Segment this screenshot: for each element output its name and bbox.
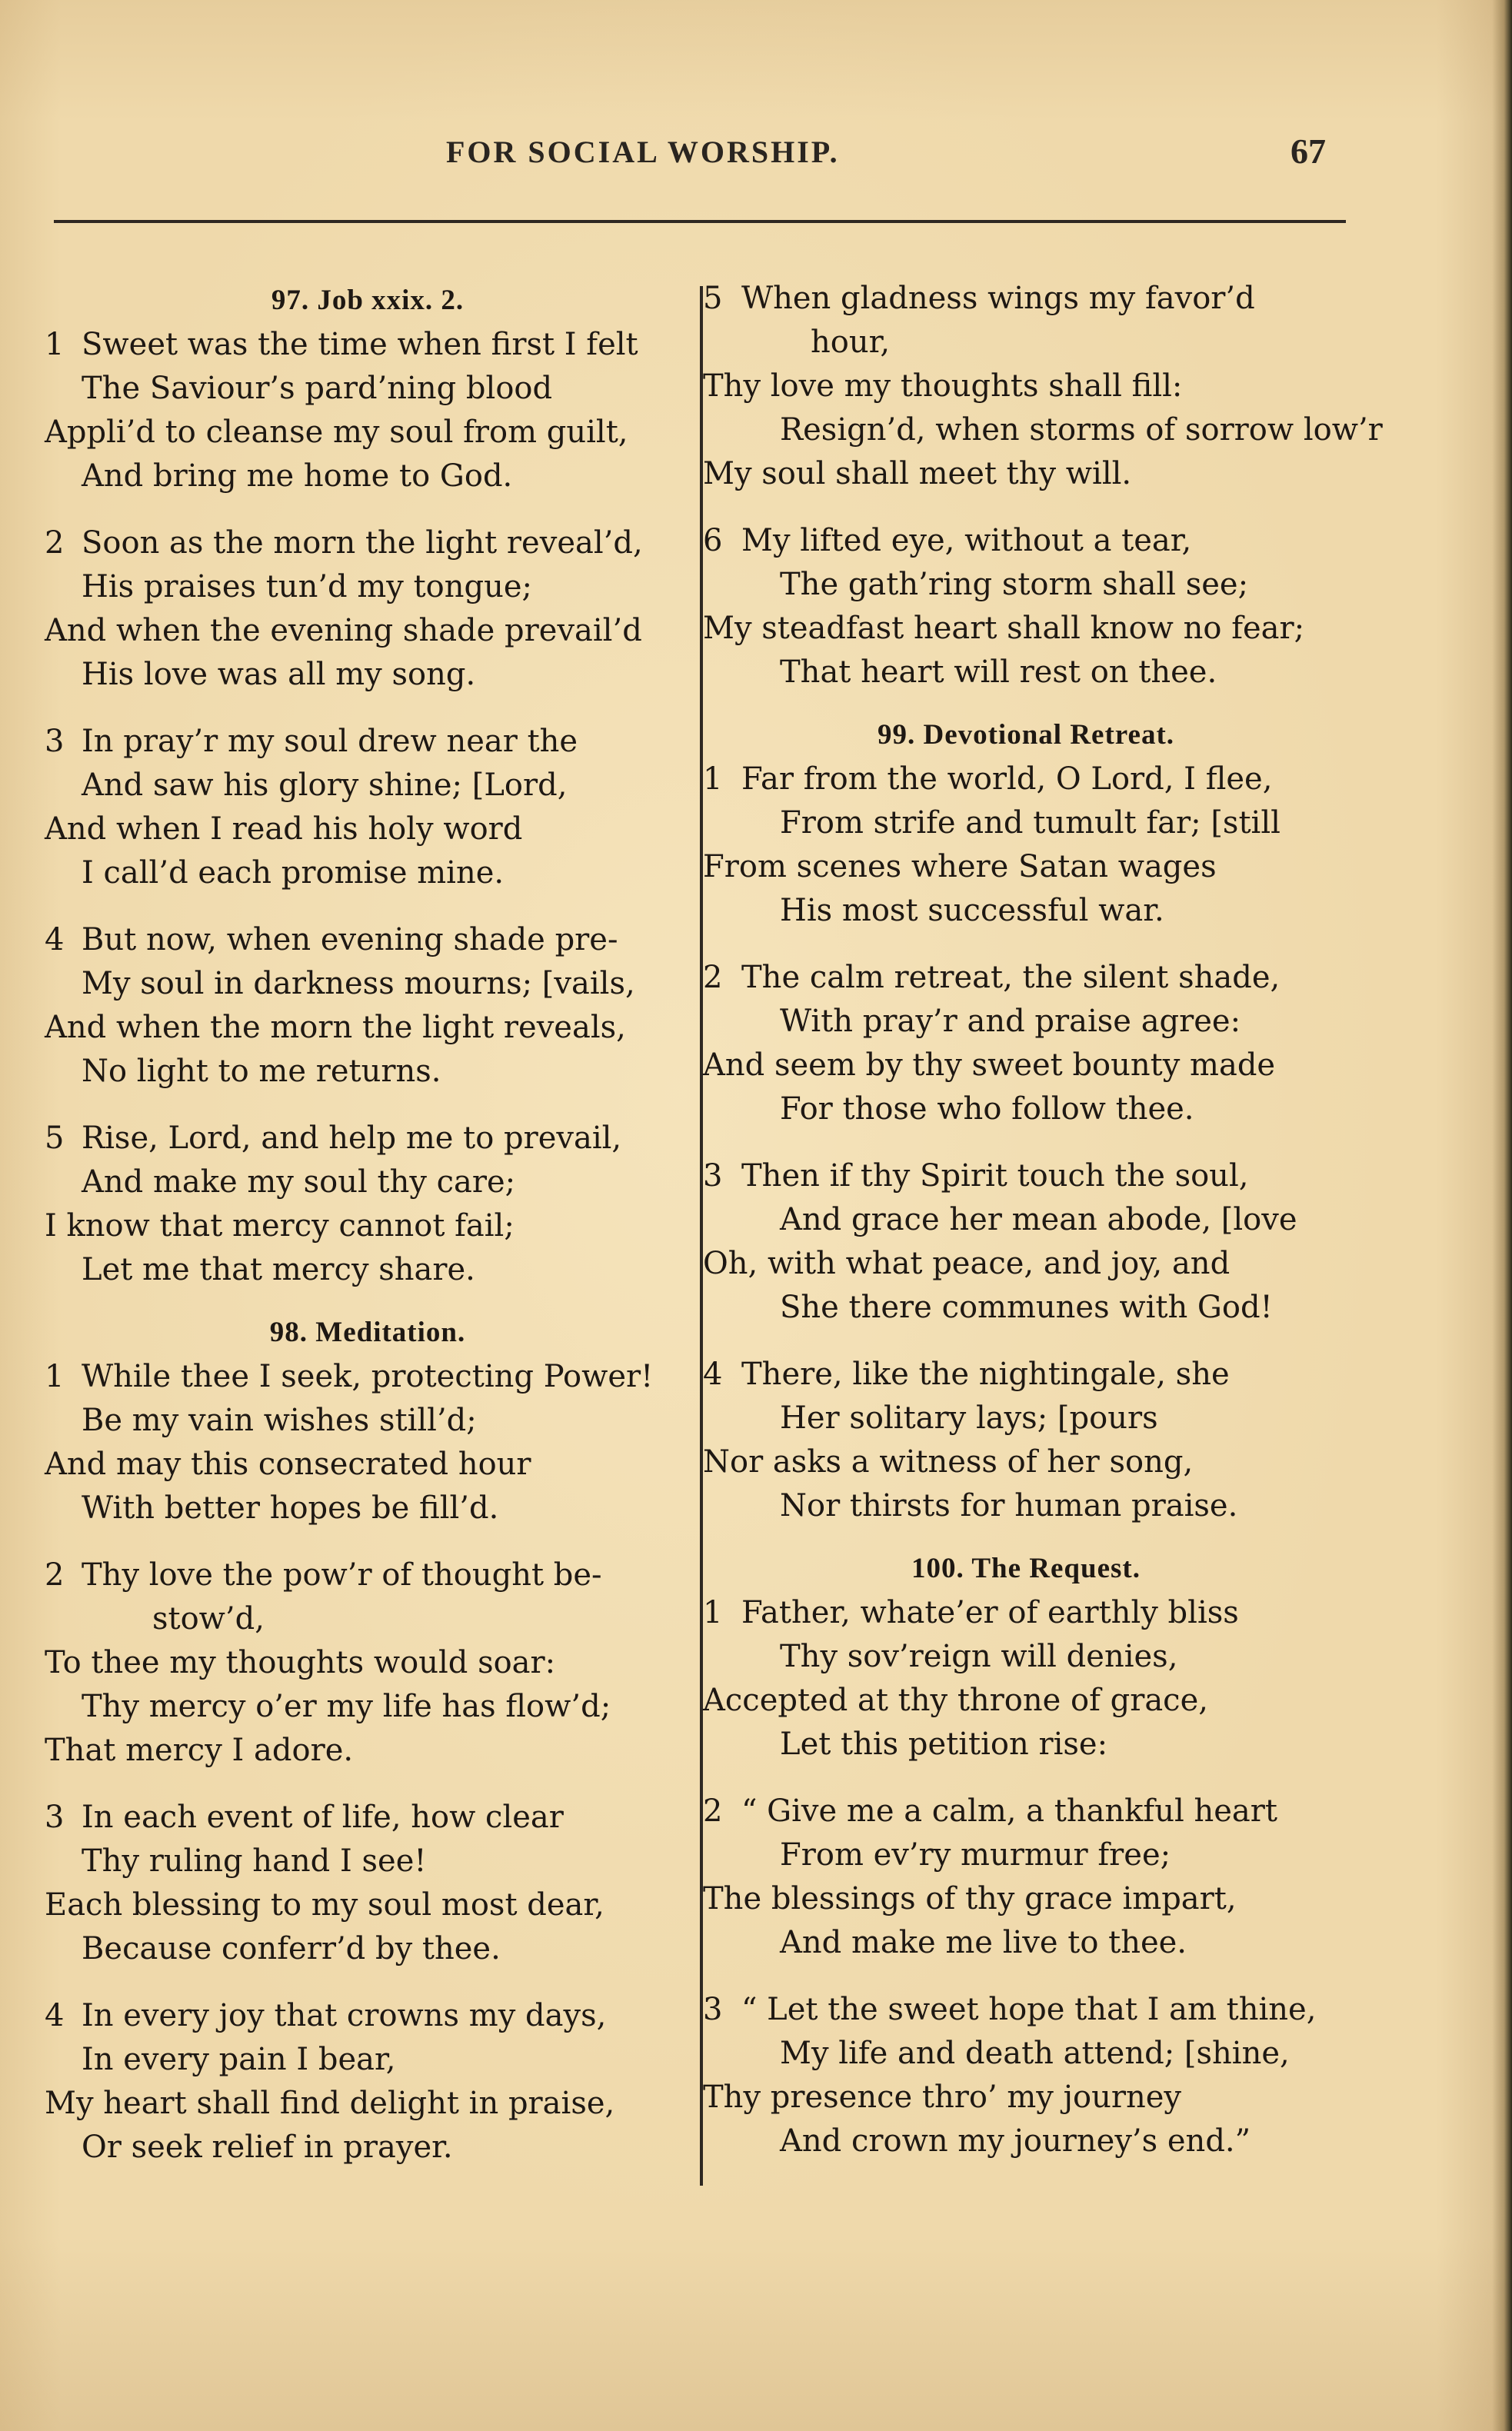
verse-text: And bring me home to God. <box>82 458 513 494</box>
verse-line <box>703 1988 1349 2032</box>
verse-line <box>703 519 1349 563</box>
stanza <box>703 1988 1349 2163</box>
verse-line <box>703 1242 1349 1286</box>
stanza-number: 2 <box>703 1793 723 1829</box>
verse-text: And make me live to thee. <box>780 1925 1187 1960</box>
stanza <box>45 1355 691 1530</box>
verse-text: And saw his glory shine; [Lord, <box>82 768 568 803</box>
verse-line <box>703 1397 1349 1440</box>
stanza-number: 1 <box>45 327 65 362</box>
verse-text: When gladness wings my favor’d <box>741 281 1255 316</box>
stanza-number: 4 <box>45 1998 65 2033</box>
running-head <box>0 126 1512 172</box>
hymn-title: 100. The Request. <box>911 1553 1141 1584</box>
verse-line <box>703 563 1349 607</box>
verse-text: I know that mercy cannot fail; <box>45 1208 515 1244</box>
verse-text: While thee I seek, protecting Power! <box>82 1359 654 1394</box>
verse-line <box>703 1679 1349 1723</box>
verse-text: For those who follow thee. <box>780 1091 1194 1127</box>
verse-text: Let this petition rise: <box>780 1727 1108 1762</box>
verse-line <box>45 1994 691 2038</box>
verse-line <box>703 1044 1349 1087</box>
verse-text: His praises tun’d my tongue; <box>82 569 533 604</box>
verse-text: That mercy I adore. <box>45 1733 354 1768</box>
verse-line <box>703 277 1349 321</box>
verse-line <box>703 2120 1349 2163</box>
page-number: 67 <box>1291 132 1326 171</box>
verse-text: Sweet was the time when first I felt <box>82 327 638 362</box>
verse-line <box>45 1729 691 1773</box>
verse-line <box>703 1353 1349 1397</box>
verse-text: Each blessing to my soul most dear, <box>45 1887 604 1923</box>
verse-line <box>703 1790 1349 1833</box>
stanza <box>45 1796 691 1971</box>
verse-line <box>45 1927 691 1971</box>
stanza-number: 5 <box>45 1121 65 1156</box>
verse-line <box>45 1641 691 1685</box>
verse-line <box>703 1833 1349 1877</box>
verse-text: Oh, with what peace, and joy, and <box>703 1246 1231 1281</box>
verse-line <box>45 1117 691 1161</box>
verse-text: The calm retreat, the silent shade, <box>741 960 1281 995</box>
verse-line <box>703 2032 1349 2076</box>
verse-text: Accepted at thy throne of grace, <box>703 1683 1208 1718</box>
verse-line <box>45 1685 691 1729</box>
stanza <box>703 956 1349 1131</box>
verse-line <box>703 1921 1349 1965</box>
verse-line <box>703 801 1349 845</box>
verse-line <box>703 758 1349 801</box>
verse-line <box>45 962 691 1006</box>
stanza <box>703 1790 1349 1965</box>
verse-line <box>45 565 691 609</box>
verse-text: Nor thirsts for human praise. <box>780 1488 1238 1524</box>
verse-line <box>703 1286 1349 1330</box>
verse-line <box>703 408 1383 452</box>
verse-text: There, like the nightingale, she <box>741 1357 1230 1392</box>
verse-text: And make my soul thy care; <box>82 1164 516 1200</box>
stanza-number: 3 <box>45 724 65 759</box>
verse-text: Father, whate’er of earthly bliss <box>741 1595 1239 1630</box>
verse-text: In pray’r my soul drew near the <box>82 724 578 759</box>
verse-text: And when I read his holy word <box>45 811 523 847</box>
stanza-number: 4 <box>45 922 65 957</box>
verse-line <box>45 1840 691 1883</box>
verse-text: From scenes where Satan wages <box>703 849 1217 884</box>
verse-text: In each event of life, how clear <box>82 1800 564 1835</box>
verse-line <box>45 609 691 653</box>
verse-text: Thy sov’reign will denies, <box>780 1639 1178 1674</box>
verse-text: Be my vain wishes still’d; <box>82 1403 477 1438</box>
verse-text: Appli’d to cleanse my soul from guilt, <box>45 415 628 450</box>
stanza <box>45 1554 691 1773</box>
stanza <box>703 1154 1349 1330</box>
verse-line <box>703 1154 1349 1198</box>
verse-line <box>45 1554 691 1597</box>
verse-line <box>703 889 1349 933</box>
verse-line <box>45 1355 691 1399</box>
stanza <box>45 323 691 498</box>
verse-text: Let me that mercy share. <box>82 1252 475 1287</box>
verse-line <box>703 607 1349 651</box>
verse-text: Thy love the pow’r of thought be- <box>82 1557 602 1593</box>
verse-line <box>45 2126 691 2170</box>
verse-text: With pray’r and praise agree: <box>780 1004 1241 1039</box>
verse-text: In every pain I bear, <box>82 2042 396 2077</box>
verse-text: Because conferr’d by thee. <box>82 1931 501 1966</box>
stanza-number: 3 <box>703 1992 723 2027</box>
verse-text: My soul in darkness mourns; [vails, <box>82 966 635 1001</box>
verse-text: stow’d, <box>152 1601 265 1637</box>
header-rule <box>54 220 1346 223</box>
stanza-number: 2 <box>45 525 65 561</box>
stanza <box>703 1353 1349 1528</box>
verse-line <box>45 1883 691 1927</box>
verse-line <box>45 1204 691 1248</box>
stanza-number: 6 <box>703 523 723 558</box>
verse-line <box>45 1050 691 1094</box>
verse-line <box>45 2082 691 2126</box>
verse-line <box>703 1000 1349 1044</box>
verse-text: His most successful war. <box>780 893 1164 928</box>
stanza-number: 1 <box>703 1595 723 1630</box>
verse-text: “ Give me a calm, a thankful heart <box>741 1793 1277 1829</box>
verse-line <box>703 321 1349 365</box>
verse-line <box>703 845 1349 889</box>
verse-line <box>45 411 691 455</box>
verse-line <box>703 956 1349 1000</box>
verse-line <box>45 1161 691 1204</box>
verse-text: To thee my thoughts would soar: <box>45 1645 556 1680</box>
running-title: FOR SOCIAL WORSHIP. <box>446 135 840 169</box>
verse-text: Thy presence thro’ my journey <box>703 2080 1182 2115</box>
verse-line <box>703 1484 1349 1528</box>
hymn-title: 98. Meditation. <box>269 1317 466 1348</box>
verse-line <box>45 1487 691 1530</box>
verse-line <box>45 808 691 851</box>
verse-text: That heart will rest on thee. <box>780 654 1217 690</box>
verse-text: hour, <box>811 325 891 360</box>
verse-text: And seem by thy sweet bounty made <box>703 1047 1276 1083</box>
verse-text: From strife and tumult far; [still <box>780 805 1281 841</box>
stanza-number: 2 <box>703 960 723 995</box>
verse-text: Her solitary lays; [pours <box>780 1400 1158 1436</box>
verse-line <box>45 455 691 498</box>
stanza-number: 4 <box>703 1357 723 1392</box>
verse-line <box>45 764 691 808</box>
verse-line <box>703 1087 1349 1131</box>
verse-line <box>703 1440 1349 1484</box>
verse-line <box>703 1877 1349 1921</box>
hymn-title: 97. Job xxix. 2. <box>271 285 465 316</box>
verse-line <box>703 1723 1349 1767</box>
verse-line <box>45 1796 691 1840</box>
verse-text: The Saviour’s pard’ning blood <box>82 371 553 406</box>
verse-text: Then if thy Spirit touch the soul, <box>741 1158 1249 1194</box>
verse-line <box>45 521 691 565</box>
verse-line <box>45 323 691 367</box>
verse-line <box>45 653 691 697</box>
verse-text: Nor asks a witness of her song, <box>703 1444 1194 1480</box>
verse-text: Resign’d, when storms of sorrow low’r <box>780 412 1383 448</box>
verse-line <box>45 367 691 411</box>
verse-line <box>45 1597 691 1641</box>
right-column <box>703 277 1383 2186</box>
stanza-number: 1 <box>703 761 723 797</box>
verse-text: My soul shall meet thy will. <box>703 456 1132 491</box>
verse-text: The blessings of thy grace impart, <box>703 1881 1237 1916</box>
stanza <box>703 1591 1349 1767</box>
stanza-number: 3 <box>45 1800 65 1835</box>
stanza <box>45 720 691 895</box>
verse-line <box>45 720 691 764</box>
stanza-number: 1 <box>45 1359 65 1394</box>
verse-line <box>703 365 1349 408</box>
verse-line <box>45 1248 691 1292</box>
verse-line <box>45 1443 691 1487</box>
verse-line <box>703 1198 1349 1242</box>
book-spine-edge <box>1492 0 1512 2431</box>
verse-text: My heart shall find delight in praise, <box>45 2086 615 2121</box>
verse-text: And when the evening shade prevail’d <box>45 613 642 648</box>
verse-text: Thy ruling hand I see! <box>82 1843 427 1879</box>
verse-text: With better hopes be fill’d. <box>82 1490 499 1526</box>
verse-text: In every joy that crowns my days, <box>82 1998 607 2033</box>
verse-text: From ev’ry murmur free; <box>780 1837 1171 1873</box>
verse-text: And when the morn the light reveals, <box>45 1010 626 1045</box>
verse-line <box>703 1635 1349 1679</box>
verse-text: She there communes with God! <box>780 1290 1273 1325</box>
verse-text: My steadfast heart shall know no fear; <box>703 611 1305 646</box>
verse-text: My lifted eye, without a tear, <box>741 523 1192 558</box>
verse-text: And crown my journey’s end.” <box>780 2123 1251 2159</box>
verse-line <box>703 651 1349 694</box>
verse-text: Far from the world, O Lord, I flee, <box>741 761 1273 797</box>
stanza-number: 5 <box>703 281 723 316</box>
verse-line <box>45 1006 691 1050</box>
verse-line <box>45 918 691 962</box>
verse-text: Thy love my thoughts shall fill: <box>703 368 1183 404</box>
verse-text: No light to me returns. <box>82 1054 441 1089</box>
stanza <box>45 1994 691 2170</box>
stanza-number: 2 <box>45 1557 65 1593</box>
verse-text: Thy mercy o’er my life has flow’d; <box>82 1689 611 1724</box>
verse-line <box>703 1591 1349 1635</box>
stanza-number: 3 <box>703 1158 723 1194</box>
stanza <box>45 1117 691 1292</box>
stanza <box>703 519 1349 694</box>
verse-text: Rise, Lord, and help me to prevail, <box>82 1121 622 1156</box>
left-column <box>45 277 691 2193</box>
verse-text: But now, when evening shade pre- <box>82 922 618 957</box>
verse-line <box>45 2038 691 2082</box>
verse-line <box>703 452 1349 496</box>
verse-text: Soon as the morn the light reveal’d, <box>82 525 643 561</box>
verse-text: His love was all my song. <box>82 657 476 692</box>
verse-text: My life and death attend; [shine, <box>780 2036 1290 2071</box>
verse-text: And may this consecrated hour <box>45 1447 531 1482</box>
verse-line <box>703 2076 1349 2120</box>
verse-text: And grace her mean abode, [love <box>780 1202 1297 1237</box>
verse-line <box>45 851 691 895</box>
stanza <box>703 277 1383 496</box>
stanza <box>703 758 1349 933</box>
verse-text: “ Let the sweet hope that I am thine, <box>741 1992 1317 2027</box>
stanza <box>45 521 691 697</box>
verse-line <box>45 1399 691 1443</box>
hymn-title: 99. Devotional Retreat. <box>877 719 1175 751</box>
verse-text: I call’d each promise mine. <box>82 855 505 891</box>
stanza <box>45 918 691 1094</box>
verse-text: Or seek relief in prayer. <box>82 2130 453 2165</box>
verse-text: The gath’ring storm shall see; <box>780 567 1249 602</box>
